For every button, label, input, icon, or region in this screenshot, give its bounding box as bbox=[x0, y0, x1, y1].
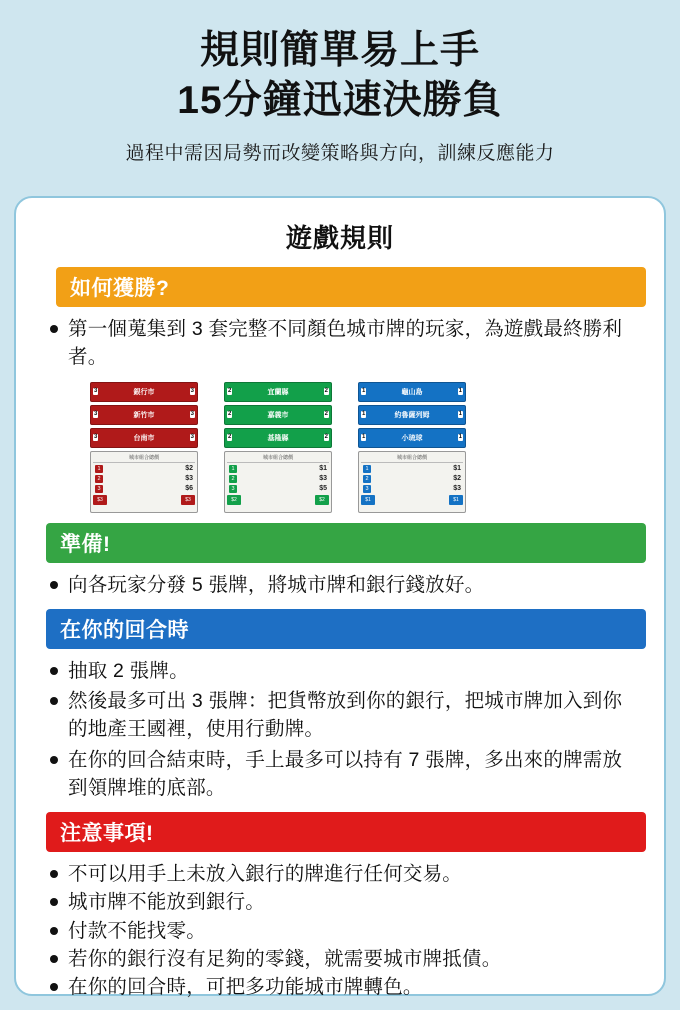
value-row-index: 1 bbox=[95, 465, 103, 473]
list-item: 不可以用手上未放入銀行的牌進行任何交易。 bbox=[48, 860, 640, 888]
card-corner-value: $1 bbox=[449, 495, 463, 505]
card-corner-value: 1 bbox=[362, 411, 366, 418]
value-row bbox=[93, 485, 195, 493]
card-corner-value: 1 bbox=[458, 411, 462, 418]
mini-card bbox=[358, 405, 466, 425]
value-row-index: 2 bbox=[363, 475, 371, 483]
value-row bbox=[93, 475, 195, 483]
card-group-blue bbox=[358, 382, 466, 513]
value-table-footer bbox=[93, 495, 195, 505]
card-corner-value: 3 bbox=[190, 411, 194, 418]
card-group-green bbox=[224, 382, 332, 513]
mini-card bbox=[224, 382, 332, 402]
value-row-index: 1 bbox=[363, 465, 371, 473]
card-corner-value: 2 bbox=[228, 434, 232, 441]
value-table-footer bbox=[361, 495, 463, 505]
card-corner-value: $2 bbox=[227, 495, 241, 505]
title-line-2: 15分鐘迅速決勝負 bbox=[177, 78, 503, 122]
rules-card-title: 遊戲規則 bbox=[285, 223, 394, 253]
page-header bbox=[0, 0, 680, 171]
value-row-price: $3 bbox=[185, 475, 193, 483]
mini-card bbox=[224, 405, 332, 425]
card-city-name: 小琉球 bbox=[401, 434, 423, 442]
value-row bbox=[227, 475, 329, 483]
value-row bbox=[227, 485, 329, 493]
mini-card bbox=[358, 428, 466, 448]
section-heading-setup: 準備! bbox=[46, 523, 646, 563]
card-corner-value: $1 bbox=[361, 495, 375, 505]
list-item: 付款不能找零。 bbox=[48, 917, 640, 945]
list-item: 若你的銀行沒有足夠的零錢，就需要城市牌抵債。 bbox=[48, 945, 640, 973]
card-corner-value: 2 bbox=[324, 388, 328, 395]
page-title bbox=[20, 26, 660, 126]
section-heading-your-turn: 在你的回合時 bbox=[46, 609, 646, 649]
page-subtitle: 過程中需因局勢而改變策略與方向，訓練反應能力 bbox=[125, 142, 555, 164]
card-corner-value: $2 bbox=[315, 495, 329, 505]
card-corner-value: 2 bbox=[324, 434, 328, 441]
card-city-name: 台南市 bbox=[133, 434, 155, 442]
value-row-index: 3 bbox=[229, 485, 237, 493]
value-row-price: $1 bbox=[319, 465, 327, 473]
list-item: 第一個蒐集到 3 套完整不同顏色城市牌的玩家，為遊戲最終勝利者。 bbox=[48, 315, 640, 372]
mini-card bbox=[90, 382, 198, 402]
card-corner-value: 3 bbox=[94, 388, 98, 395]
card-group-red bbox=[90, 382, 198, 513]
value-row-price: $2 bbox=[185, 465, 193, 473]
card-city-name: 銀行市 bbox=[133, 388, 155, 396]
card-corner-value: $3 bbox=[181, 495, 195, 505]
card-corner-value: 1 bbox=[362, 388, 366, 395]
card-corner-value: 2 bbox=[228, 411, 232, 418]
mini-card bbox=[90, 428, 198, 448]
section-list-notes bbox=[34, 860, 646, 1001]
section-list-how-to-win bbox=[34, 315, 646, 372]
card-city-name: 龜山島 bbox=[401, 388, 423, 396]
section-heading-notes: 注意事項! bbox=[46, 812, 646, 852]
list-item: 城市牌不能放到銀行。 bbox=[48, 888, 640, 916]
value-row-price: $3 bbox=[453, 485, 461, 493]
card-corner-value: 3 bbox=[94, 434, 98, 441]
value-row bbox=[93, 465, 195, 473]
value-row-index: 1 bbox=[229, 465, 237, 473]
value-row-price: $5 bbox=[319, 485, 327, 493]
card-city-name: 宜蘭縣 bbox=[267, 388, 289, 396]
value-row-index: 3 bbox=[95, 485, 103, 493]
value-table-header: 城市組合總價 bbox=[93, 454, 195, 463]
card-corner-value: 1 bbox=[362, 434, 366, 441]
card-corner-value: $3 bbox=[93, 495, 107, 505]
mini-card bbox=[224, 428, 332, 448]
value-row bbox=[361, 465, 463, 473]
rules-card bbox=[14, 196, 666, 999]
card-corner-value: 1 bbox=[458, 388, 462, 395]
section-list-your-turn bbox=[34, 657, 646, 802]
list-item: 在你的回合結束時，手上最多可以持有 7 張牌，多出來的牌需放到領牌堆的底部。 bbox=[48, 746, 640, 803]
title-line-1: 規則簡單易上手 bbox=[199, 29, 480, 72]
value-row-index: 2 bbox=[229, 475, 237, 483]
card-city-name: 嘉義市 bbox=[267, 411, 289, 419]
card-city-name: 新竹市 bbox=[133, 411, 155, 419]
value-row-index: 3 bbox=[363, 485, 371, 493]
card-corner-value: 3 bbox=[94, 411, 98, 418]
value-table-header: 城市組合總價 bbox=[361, 454, 463, 463]
value-table-footer bbox=[227, 495, 329, 505]
list-item: 然後最多可出 3 張牌：把貨幣放到你的銀行，把城市牌加入到你的地產王國裡，使用行動牌。 bbox=[48, 687, 640, 744]
list-item: 抽取 2 張牌。 bbox=[48, 657, 640, 685]
value-row-price: $2 bbox=[453, 475, 461, 483]
mini-card bbox=[358, 382, 466, 402]
list-item: 在你的回合時，可把多功能城市牌轉色。 bbox=[48, 973, 640, 1001]
value-row-price: $1 bbox=[453, 465, 461, 473]
card-corner-value: 2 bbox=[228, 388, 232, 395]
card-value-table bbox=[358, 451, 466, 513]
card-value-table bbox=[224, 451, 332, 513]
list-item: 向各玩家分發 5 張牌，將城市牌和銀行錢放好。 bbox=[48, 571, 640, 599]
section-heading-how-to-win: 如何獲勝? bbox=[56, 267, 646, 307]
card-value-table bbox=[90, 451, 198, 513]
card-city-name: 基隆縣 bbox=[267, 434, 289, 442]
value-row-price: $3 bbox=[319, 475, 327, 483]
card-corner-value: 3 bbox=[190, 388, 194, 395]
card-corner-value: 2 bbox=[324, 411, 328, 418]
card-set-illustration bbox=[90, 382, 646, 513]
card-corner-value: 1 bbox=[458, 434, 462, 441]
value-row bbox=[227, 465, 329, 473]
mini-card bbox=[90, 405, 198, 425]
value-row bbox=[361, 475, 463, 483]
card-city-name: 約魯薩列姆 bbox=[394, 411, 430, 419]
value-row-price: $6 bbox=[185, 485, 193, 493]
value-row bbox=[361, 485, 463, 493]
section-list-setup bbox=[34, 571, 646, 599]
value-table-header: 城市組合總價 bbox=[227, 454, 329, 463]
card-corner-value: 3 bbox=[190, 434, 194, 441]
value-row-index: 2 bbox=[95, 475, 103, 483]
